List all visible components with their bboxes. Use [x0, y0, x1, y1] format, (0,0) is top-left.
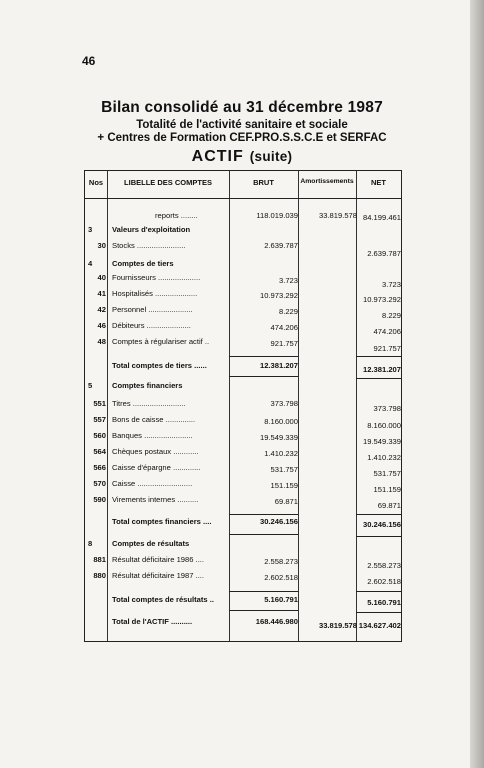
table-row [85, 337, 401, 351]
row-amortissements: 33.819.578 [318, 621, 357, 630]
row-label: Total de l'ACTIF .......... [112, 617, 193, 626]
row-label: Valeurs d'exploitation [112, 225, 191, 234]
row-brut: 5.160.791 [264, 595, 298, 604]
subtitle-activity: Totalité de l'activité sanitaire et sociale [136, 119, 348, 131]
header-libelle: LIBELLE DES COMPTES [124, 178, 212, 187]
row-net: 1.410.232 [367, 453, 401, 462]
row-net: 12.381.207 [362, 365, 401, 374]
section-suffix: (suite) [249, 149, 293, 164]
row-label: Virements internes .......... [112, 495, 199, 504]
row-brut: 2.602.518 [264, 573, 298, 582]
row-code: 570 [93, 479, 106, 488]
row-label: Caisse d'épargne ............. [112, 463, 201, 472]
row-code: 557 [93, 415, 106, 424]
row-label: Résultat déficitaire 1987 .... [112, 571, 205, 580]
row-brut: 1.410.232 [264, 449, 298, 458]
table-row [85, 241, 401, 258]
total-rule [356, 378, 401, 379]
balance-sheet-table [84, 170, 402, 642]
row-net: 3.723 [381, 280, 401, 289]
row-code: 41 [97, 289, 106, 298]
section-title: ACTIF [191, 148, 244, 165]
subtotal-rule [356, 514, 401, 515]
row-net: 5.160.791 [367, 598, 401, 607]
table-row [85, 273, 401, 287]
row-label: Débiteurs ..................... [112, 321, 191, 330]
subtotal-rule [356, 591, 401, 592]
row-brut: 3.723 [278, 276, 298, 285]
row-label: Hospitalisés .................... [112, 289, 198, 298]
row-label: Titres ......................... [112, 399, 186, 408]
row-amortissements: 33.819.578 [318, 211, 357, 220]
row-label: Total comptes financiers .... [112, 517, 212, 526]
total-rule [229, 376, 298, 377]
row-label: Total comptes de tiers ...... [112, 361, 207, 370]
header-amortissements: Amortissements [300, 178, 354, 185]
row-brut: 531.757 [270, 465, 298, 474]
table-row [85, 259, 401, 273]
row-brut: 118.019.039 [256, 211, 298, 220]
row-label: Total comptes de résultats .. [112, 595, 214, 604]
row-label: reports ........ [155, 211, 198, 220]
row-net: 8.229 [381, 311, 401, 320]
table-row [85, 463, 401, 477]
subtotal-rule [356, 356, 401, 357]
total-rule [356, 612, 401, 613]
table-row [85, 321, 401, 335]
row-label: Résultat déficitaire 1986 .... [112, 555, 205, 564]
row-net: 134.627.402 [358, 621, 401, 630]
row-brut: 373.798 [270, 399, 298, 408]
subtitle-training-centres: + Centres de Formation CEF.PRO.S.S.C.E et SERFAC [97, 132, 387, 144]
row-code: 560 [93, 431, 106, 440]
row-brut: 8.229 [278, 307, 298, 316]
row-label: Comptes de résultats [112, 539, 190, 548]
table-row [85, 431, 401, 445]
table-row [85, 225, 401, 239]
row-label: Comptes de tiers [112, 259, 174, 268]
row-net: 84.199.461 [362, 213, 401, 222]
row-code: 30 [97, 241, 106, 250]
page-number: 46 [82, 54, 96, 68]
row-net: 2.602.518 [367, 577, 401, 586]
row-brut: 2.639.787 [264, 241, 298, 250]
row-brut: 2.558.273 [264, 557, 298, 566]
row-net: 2.639.787 [367, 249, 401, 258]
table-row [85, 361, 401, 375]
table-row [85, 399, 401, 413]
table-row [85, 289, 401, 303]
row-net: 531.757 [373, 469, 401, 478]
row-code: 40 [97, 273, 106, 282]
total-rule [229, 534, 298, 535]
row-brut: 8.160.000 [264, 417, 298, 426]
row-label: Caisse .......................... [112, 479, 193, 488]
row-net: 8.160.000 [367, 421, 401, 430]
document-title: Bilan consolidé au 31 décembre 1987 [101, 99, 383, 116]
row-label: Comptes à régulariser actif .. [112, 337, 210, 346]
row-label: Fournisseurs .................... [112, 273, 201, 282]
row-code: 590 [93, 495, 106, 504]
table-row [85, 381, 401, 395]
subtotal-rule [229, 514, 298, 515]
row-label: Chèques postaux ............ [112, 447, 199, 456]
row-brut: 12.381.207 [259, 361, 298, 370]
row-net: 19.549.339 [362, 437, 401, 446]
total-rule [229, 610, 298, 611]
row-code: 48 [97, 337, 106, 346]
row-code: 564 [93, 447, 106, 456]
row-code: 8 [88, 539, 93, 548]
header-net: NET [371, 178, 386, 187]
row-code: 566 [93, 463, 106, 472]
table-row [85, 479, 401, 493]
row-label: Banques ....................... [112, 431, 193, 440]
row-label: Comptes financiers [112, 381, 183, 390]
subtotal-rule [229, 591, 298, 592]
row-code: 42 [97, 305, 106, 314]
row-brut: 10.973.292 [259, 291, 298, 300]
row-brut: 168.446.980 [255, 617, 298, 626]
row-code: 881 [93, 555, 106, 564]
row-label: Stocks ....................... [112, 241, 186, 250]
row-net: 69.871 [377, 501, 401, 510]
table-row [85, 617, 401, 631]
row-code: 3 [88, 225, 93, 234]
row-brut: 474.206 [270, 323, 298, 332]
table-row [85, 305, 401, 319]
table-row [85, 415, 401, 429]
header-nos: Nos [88, 178, 104, 187]
row-label: Bons de caisse .............. [112, 415, 196, 424]
row-code: 880 [93, 571, 106, 580]
table-row [85, 517, 401, 531]
row-brut: 151.159 [270, 481, 298, 490]
row-code: 551 [93, 399, 106, 408]
table-row [85, 571, 401, 585]
table-row [85, 211, 401, 225]
header-separator [85, 198, 401, 199]
row-net: 2.558.273 [367, 561, 401, 570]
row-net: 30.246.156 [362, 520, 401, 529]
row-net: 921.757 [373, 344, 401, 353]
row-brut: 30.246.156 [259, 517, 298, 526]
row-net: 10.973.292 [362, 295, 401, 304]
section-heading [0, 148, 484, 166]
total-rule [356, 536, 401, 537]
row-code: 4 [88, 259, 93, 268]
table-row [85, 495, 401, 509]
table-row [85, 539, 401, 553]
header-brut: BRUT [253, 178, 274, 187]
row-code: 46 [97, 321, 106, 330]
row-net: 151.159 [373, 485, 401, 494]
table-row [85, 595, 401, 609]
row-brut: 19.549.339 [259, 433, 298, 442]
table-row [85, 447, 401, 461]
row-code: 5 [88, 381, 93, 390]
row-net: 474.206 [373, 327, 401, 336]
row-brut: 69.871 [274, 497, 298, 506]
row-net: 373.798 [373, 404, 401, 413]
row-label: Personnel ..................... [112, 305, 193, 314]
row-brut: 921.757 [270, 339, 298, 348]
subtotal-rule [229, 356, 298, 357]
table-row [85, 555, 401, 569]
